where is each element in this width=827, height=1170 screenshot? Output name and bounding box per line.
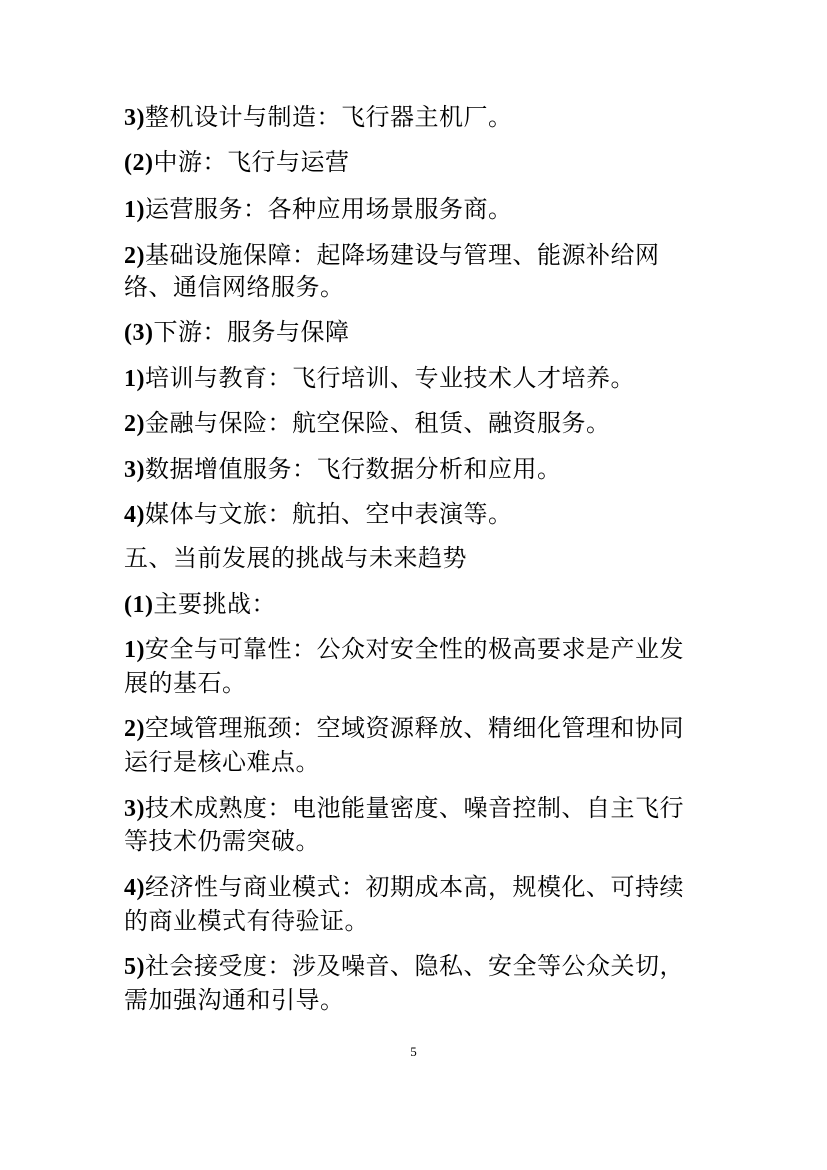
text-line: 2)空域管理瓶颈：空域资源释放、精细化管理和协同 [124, 714, 684, 742]
text-line: 4)经济性与商业模式：初期成本高，规模化、可持续 [124, 873, 684, 901]
text-line: 3)整机设计与制造：飞行器主机厂。 [124, 103, 513, 131]
section-heading: (1)主要挑战： [124, 590, 276, 618]
text-line: 等技术仍需突破。 [124, 827, 320, 855]
text-line: 运行是核心难点。 [124, 748, 320, 776]
section-heading: (3)下游：服务与保障 [124, 318, 350, 346]
text-line: 3)技术成熟度：电池能量密度、噪音控制、自主飞行 [124, 794, 684, 822]
text-line: 1)运营服务：各种应用场景服务商。 [124, 195, 513, 223]
text-line: 2)金融与保险：航空保险、租赁、融资服务。 [124, 409, 611, 437]
page-number: 5 [410, 1044, 417, 1059]
text-line: 络、通信网络服务。 [124, 273, 345, 301]
text-line: 的商业模式有待验证。 [124, 907, 369, 935]
text-line: 需加强沟通和引导。 [124, 986, 345, 1014]
text-line: 1)培训与教育：飞行培训、专业技术人才培养。 [124, 364, 635, 392]
text-line: 3)数据增值服务：飞行数据分析和应用。 [124, 455, 562, 483]
text-line: 2)基础设施保障：起降场建设与管理、能源补给网 [124, 241, 660, 269]
chapter-heading: 五、当前发展的挑战与未来趋势 [124, 544, 467, 572]
text-line: 5)社会接受度：涉及噪音、隐私、安全等公众关切， [124, 952, 684, 980]
text-line: 4)媒体与文旅：航拍、空中表演等。 [124, 500, 513, 528]
text-line: 1)安全与可靠性：公众对安全性的极高要求是产业发 [124, 635, 684, 663]
text-line: 展的基石。 [124, 669, 247, 697]
section-heading: (2)中游：飞行与运营 [124, 148, 350, 176]
